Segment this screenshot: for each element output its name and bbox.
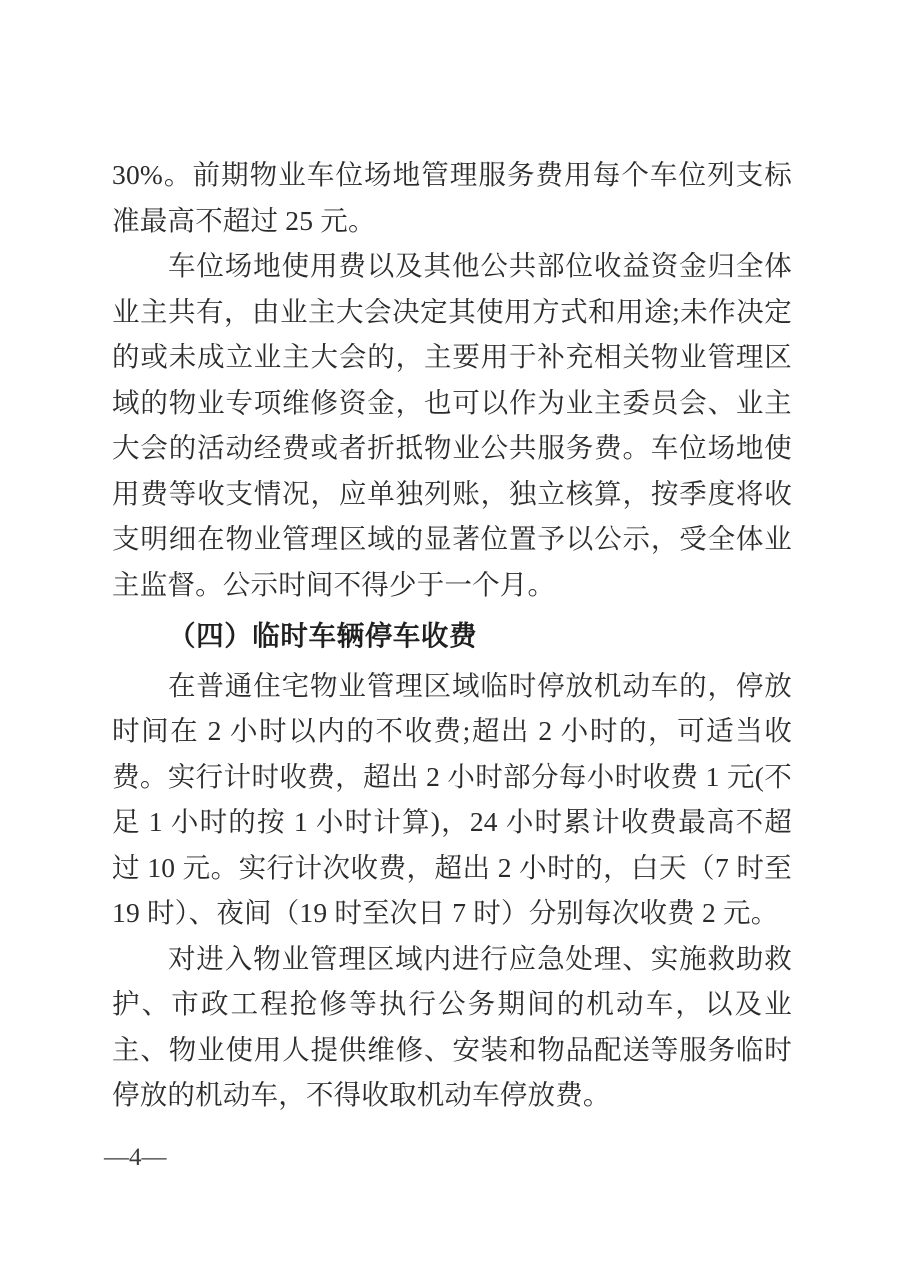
paragraph-temporary-parking-charges: 在普通住宅物业管理区域临时停放机动车的，停放时间在 2 小时以内的不收费;超出 2 小时的，可适当收费。实行计时收费，超出 2 小时部分每小时收费 1 元(不足 1 小时的按 1 小时计算)，24 小时累计收费最高不超过 10 元。实行计次收费，超出 2 小时的，白天（7 时至 19 时）、夜间（19 时至次日 7 时）分别每次收费 2 元。 — [112, 669, 792, 928]
paragraph-continued-parking-management-fee: 30%。前期物业车位场地管理服务费用每个车位列支标准最高不超过 25 元。 — [112, 159, 792, 236]
section-heading-temporary-vehicle-parking-fee: （四）临时车辆停车收费 — [168, 620, 478, 651]
page-content — [112, 152, 792, 1118]
paragraph-parking-space-usage-fee-ownership: 车位场地使用费以及其他公共部位收益资金归全体业主共有，由业主大会决定其使用方式和用途;未作决定的或未成立业主大会的，主要用于补充相关物业管理区域的物业专项维修资金，也可以作为业主委员会、业主大会的活动经费或者折抵物业公共服务费。车位场地使用费等收支情况，应单独列账，独立核算，按季度将收支明细在物业管理区域的显著位置予以公示，受全体业主监督。公示时间不得少于一个月。 — [112, 250, 792, 600]
paragraph-exempt-vehicles: 对进入物业管理区域内进行应急处理、实施救助救护、市政工程抢修等执行公务期间的机动车，以及业主、物业使用人提供维修、安装和物品配送等服务临时停放的机动车，不得收取机动车停放费。 — [112, 942, 792, 1110]
page-number-footer: —4— — [104, 1144, 167, 1171]
